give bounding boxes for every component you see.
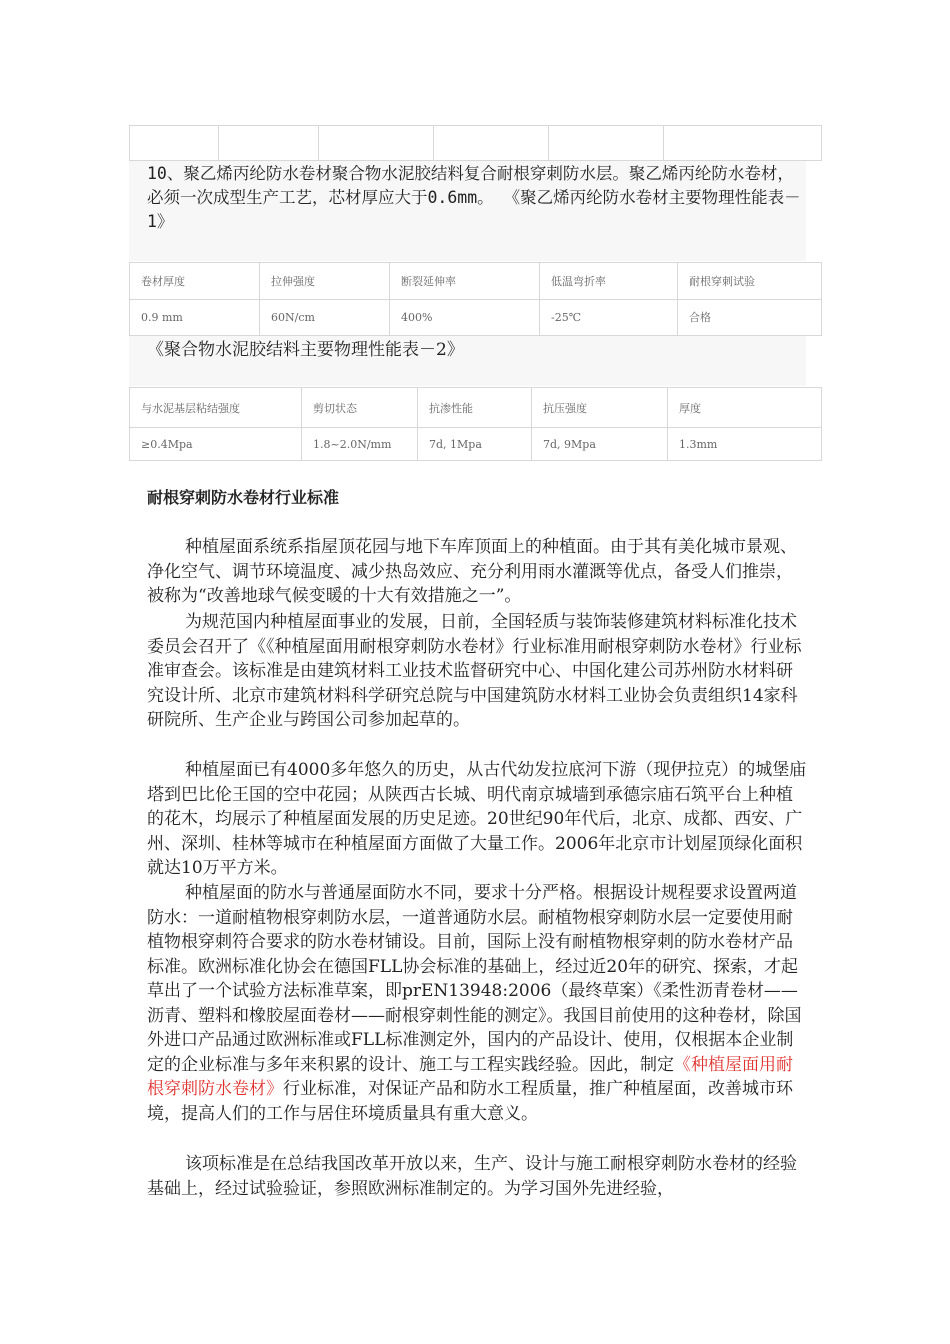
table-cell: 合格 — [678, 299, 822, 336]
intro-paragraph: 10、聚乙烯丙纶防水卷材聚合物水泥胶结料复合耐根穿刺防水层。聚乙烯丙纶防水卷材，必须一次成型生产工艺，芯材厚应大于0.6mm。 《聚乙烯丙纶防水卷材主要物理性能表－1》 — [147, 164, 801, 231]
standard-link[interactable]: 《种植屋面用耐根穿刺防水卷材》 — [147, 1054, 793, 1099]
paragraph-5: 该项标准是在总结我国改革开放以来，生产、设计与施工耐根穿刺防水卷材的经验基础上，经过试验验证，参照欧洲标准制定的。为学习国外先进经验， — [147, 1154, 797, 1199]
paragraph-4-text-b: 行业标准，对保证产品和防水工程质量，推广种植屋面，改善城市环境，提高人们的工作与居住环境质量具有重大意义。 — [147, 1079, 793, 1124]
properties-table-2 — [129, 387, 822, 461]
table-cell — [219, 126, 319, 161]
paragraph-1: 种植屋面系统系指屋顶花园与地下车库顶面上的种植面。由于其有美化城市景观、净化空气、调节环境温度、减少热岛效应、充分利用雨水灌溉等优点，备受人们推崇，被称为“改善地球气候变暖的十大有效措施之一”。 — [147, 537, 797, 606]
paragraph-4 — [147, 881, 809, 1126]
properties-table-1 — [129, 262, 822, 336]
table-header-cell: 抗渗性能 — [418, 388, 532, 428]
table-row — [130, 428, 822, 461]
table-cell: 7d, 1Mpa — [418, 428, 532, 461]
table-header-cell: 拉伸强度 — [260, 263, 390, 300]
table-header-cell: 厚度 — [668, 388, 822, 428]
table-header-cell: 剪切状态 — [302, 388, 418, 428]
table-header-cell: 与水泥基层粘结强度 — [130, 388, 302, 428]
empty-table — [129, 125, 822, 161]
table-cell: 400% — [390, 299, 540, 336]
paragraph-2: 为规范国内种植屋面事业的发展，日前，全国轻质与装饰装修建筑材料标准化技术委员会召开了《《种植屋面用耐根穿刺防水卷材》行业标准用耐根穿刺防水卷材》行业标准审查会。该标准是由建筑材料工业技术监督研究中心、中国化建公司苏州防水材料研究设计所、北京市建筑材料科学研究总院与中国建筑防水材料工业协会负责组织14家科研院所、生产企业与跨国公司参加起草的。 — [147, 612, 802, 730]
table-row — [130, 299, 822, 336]
table-cell — [319, 126, 434, 161]
table-header-row — [130, 263, 822, 300]
table-cell: 7d, 9Mpa — [532, 428, 668, 461]
table-cell: 60N/cm — [260, 299, 390, 336]
table-cell — [664, 126, 822, 161]
table2-caption: 《聚合物水泥胶结料主要物理性能表－2》 — [147, 340, 464, 360]
table-header-cell: 抗压强度 — [532, 388, 668, 428]
table-cell: 1.8~2.0N/mm — [302, 428, 418, 461]
table-header-cell: 低温弯折率 — [540, 263, 678, 300]
table-header-cell: 耐根穿刺试验 — [678, 263, 822, 300]
paragraph-4-text-a: 种植屋面的防水与普通屋面防水不同，要求十分严格。根据设计规程要求设置两道防水：一道耐植物根穿刺防水层，一道普通防水层。耐植物根穿刺防水层一定要使用耐植物根穿刺符合要求的防水卷材铺设。目前，国际上没有耐植物根穿刺的防水卷材产品标准。欧洲标准化协会在德国FLL协会标准的基础上，经过近20年的研究、探索，才起草出了一个试验方法标准草案，即prEN13948:2006（最终草案）《柔性沥青卷材——沥青、塑料和橡胶屋面卷材——耐根穿刺性能的测定》。我国目前使用的这种卷材，除国外进口产品通过欧洲标准或FLL标准测定外，国内的产品设计、使用，仅根据本企业制定的企业标准与多年来积累的设计、施工与工程实践经验。因此，制定 — [147, 883, 802, 1075]
table-cell: 1.3mm — [668, 428, 822, 461]
table-header-row — [130, 388, 822, 428]
table-cell — [549, 126, 664, 161]
table-header-cell: 断裂延伸率 — [390, 263, 540, 300]
table-cell: -25℃ — [540, 299, 678, 336]
table-header-cell: 卷材厚度 — [130, 263, 260, 300]
table-cell: 0.9 mm — [130, 299, 260, 336]
paragraph-3: 种植屋面已有4000多年悠久的历史，从古代幼发拉底河下游（现伊拉克）的城堡庙塔到巴比伦王国的空中花园；从陕西古长城、明代南京城墙到承德宗庙石筑平台上种植的花木，均展示了种植屋面发展的历史足迹。20世纪90年代后，北京、成都、西安、广州、深圳、桂林等城市在种植屋面方面做了大量工作。2006年北京市计划屋顶绿化面积就达10万平方米。 — [147, 760, 807, 878]
table-cell: ≥0.4Mpa — [130, 428, 302, 461]
table-cell — [434, 126, 549, 161]
section-heading: 耐根穿刺防水卷材行业标准 — [147, 488, 340, 507]
table-cell — [130, 126, 219, 161]
